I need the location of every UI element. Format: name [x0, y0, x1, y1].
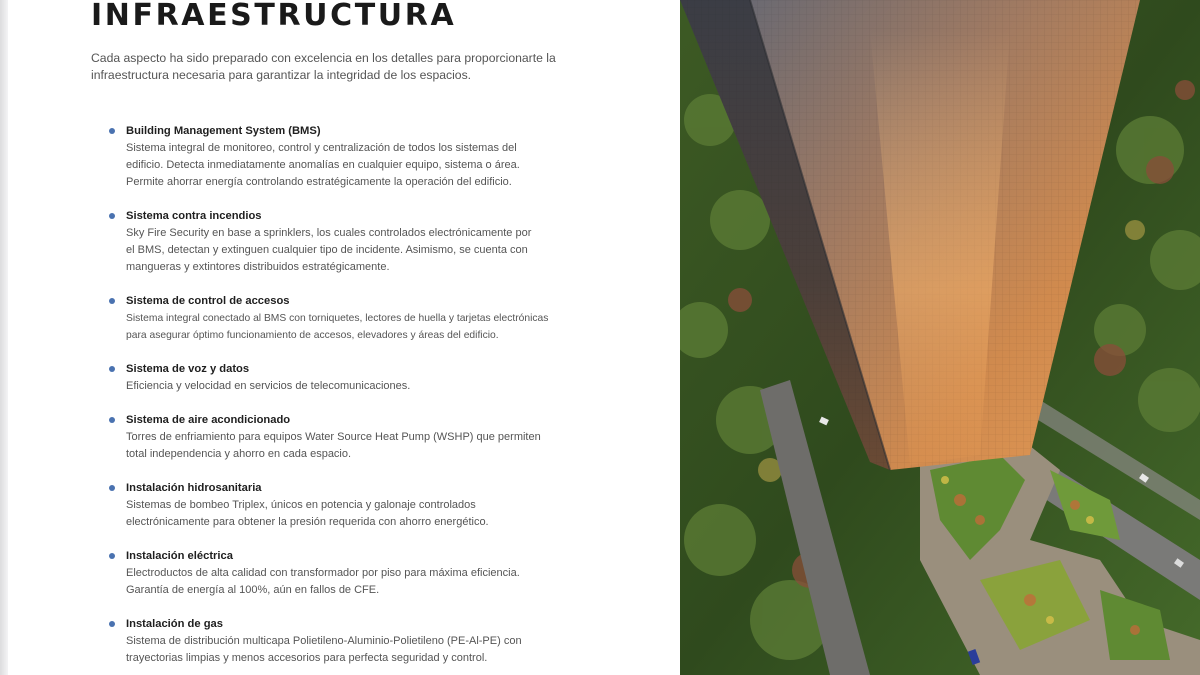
bullet-dot-icon: [109, 128, 115, 134]
bullet-dot-icon: [109, 298, 115, 304]
tower-aerial-photo: [680, 0, 1200, 675]
bullet-dot-icon: [109, 366, 115, 372]
page-edge-shadow: [0, 0, 8, 675]
item-title: Sistema de voz y datos: [126, 363, 250, 375]
item-description: Sistema integral de monitoreo, control y centralización de todos los sistemas del edificio. Detecta inmediatamente anomalías en cualquier equipo, sistema o área. Permite ahorrar energía controlando estratégicamente la operación del edificio.: [126, 142, 520, 188]
item-title: Sistema de control de accesos: [126, 295, 290, 307]
bullet-dot-icon: [109, 485, 115, 491]
item-description: Eficiencia y velocidad en servicios de telecomunicaciones.: [126, 380, 411, 392]
item-title: Sistema de aire acondicionado: [126, 414, 291, 426]
item-title: Instalación hidrosanitaria: [126, 482, 262, 494]
item-description: Torres de enfriamiento para equipos Water Source Heat Pump (WSHP) que permiten total independencia y ahorro en cada espacio.: [126, 431, 541, 460]
bullet-dot-icon: [109, 213, 115, 219]
intro-paragraph: Cada aspecto ha sido preparado con excelencia en los detalles para proporcionarte la infraestructura necesaria para garantizar la integridad de los espacios.: [91, 51, 556, 82]
item-description: Electroductos de alta calidad con transformador por piso para máxima eficiencia. Garantía de energía al 100%, aún en fallos de CFE.: [126, 567, 520, 596]
document-page: [8, 0, 680, 675]
item-title: Instalación eléctrica: [126, 550, 233, 562]
item-description: Sistemas de bombeo Triplex, únicos en potencia y galonaje controlados electrónicamente para obtener la presión requerida con ahorro energético.: [126, 499, 489, 528]
bullet-dot-icon: [109, 621, 115, 627]
bullet-dot-icon: [109, 417, 115, 423]
bullet-dot-icon: [109, 553, 115, 559]
item-description: Sistema integral conectado al BMS con torniquetes, lectores de huella y tarjetas electrónicas para asegurar óptimo funcionamiento de accesos, elevadores y áreas del edificio.: [126, 313, 549, 341]
item-description: Sistema de distribución multicapa Polietileno-Aluminio-Polietileno (PE-Al-PE) con trayectorias limpias y menos accesorios para perfecta seguridad y control.: [126, 635, 522, 664]
page-title: INFRAESTRUCTURA: [91, 0, 457, 33]
item-title: Instalación de gas: [126, 618, 223, 630]
item-title: Sistema contra incendios: [126, 210, 262, 222]
tower-illustration: [680, 0, 1200, 675]
item-title: Building Management System (BMS): [126, 125, 321, 137]
item-description: Sky Fire Security en base a sprinklers, los cuales controlados electrónicamente por el BMS, detectan y extinguen cualquier tipo de incidente. Asimismo, se cuenta con mangueras y extintores distribuidos estratégicamente.: [126, 227, 532, 273]
